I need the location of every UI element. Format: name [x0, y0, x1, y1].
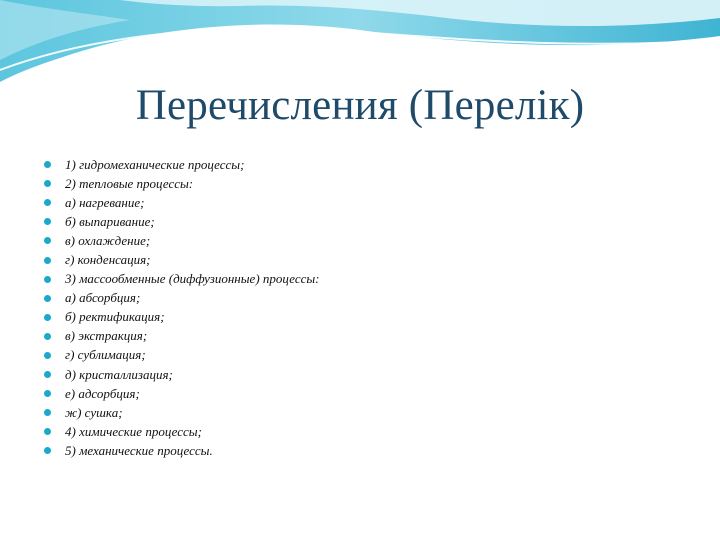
process-list [44, 155, 320, 461]
list-item [44, 174, 320, 193]
list-item [44, 250, 320, 269]
list-item [44, 422, 320, 441]
bullet-icon [44, 161, 51, 168]
header-wave-decoration [0, 0, 720, 90]
list-item-text: б) выпаривание; [65, 213, 155, 229]
list-item [44, 403, 320, 422]
list-item [44, 212, 320, 231]
bullet-icon [44, 237, 51, 244]
bullet-icon [44, 199, 51, 206]
list-item-text: 1) гидромеханические процессы; [65, 156, 245, 172]
list-item-text: б) ректификация; [65, 309, 165, 325]
bullet-icon [44, 352, 51, 359]
list-item-text: е) адсорбция; [65, 385, 140, 401]
bullet-icon [44, 218, 51, 225]
list-item [44, 365, 320, 384]
list-item [44, 193, 320, 212]
list-item-text: 5) механические процессы. [65, 442, 213, 458]
list-item [44, 270, 320, 289]
list-item-text: в) охлаждение; [65, 232, 151, 248]
bullet-icon [44, 333, 51, 340]
list-item-text: г) конденсация; [65, 252, 151, 268]
bullet-icon [44, 314, 51, 321]
list-item-text: а) нагревание; [65, 194, 145, 210]
list-item-text: д) кристаллизация; [65, 366, 173, 382]
list-item-text: 2) тепловые процессы: [65, 175, 194, 191]
list-item-text: 4) химические процессы; [65, 423, 202, 439]
bullet-icon [44, 295, 51, 302]
bullet-icon [44, 180, 51, 187]
list-item [44, 346, 320, 365]
bullet-icon [44, 409, 51, 416]
list-item [44, 231, 320, 250]
list-item-text: ж) сушка; [65, 404, 123, 420]
list-item [44, 441, 320, 460]
slide-title: Перечисления (Перелік) [135, 82, 585, 129]
list-item [44, 289, 320, 308]
bullet-icon [44, 371, 51, 378]
bullet-icon [44, 257, 51, 264]
list-item-text: г) сублимация; [65, 347, 146, 363]
list-item [44, 327, 320, 346]
list-item [44, 308, 320, 327]
list-item-text: в) экстракция; [65, 328, 148, 344]
bullet-icon [44, 447, 51, 454]
bullet-icon [44, 428, 51, 435]
list-item [44, 155, 320, 174]
list-item-text: а) абсорбция; [65, 290, 141, 306]
bullet-icon [44, 390, 51, 397]
list-item [44, 384, 320, 403]
list-item-text: 3) массообменные (диффузионные) процессы: [65, 271, 320, 287]
bullet-icon [44, 276, 51, 283]
